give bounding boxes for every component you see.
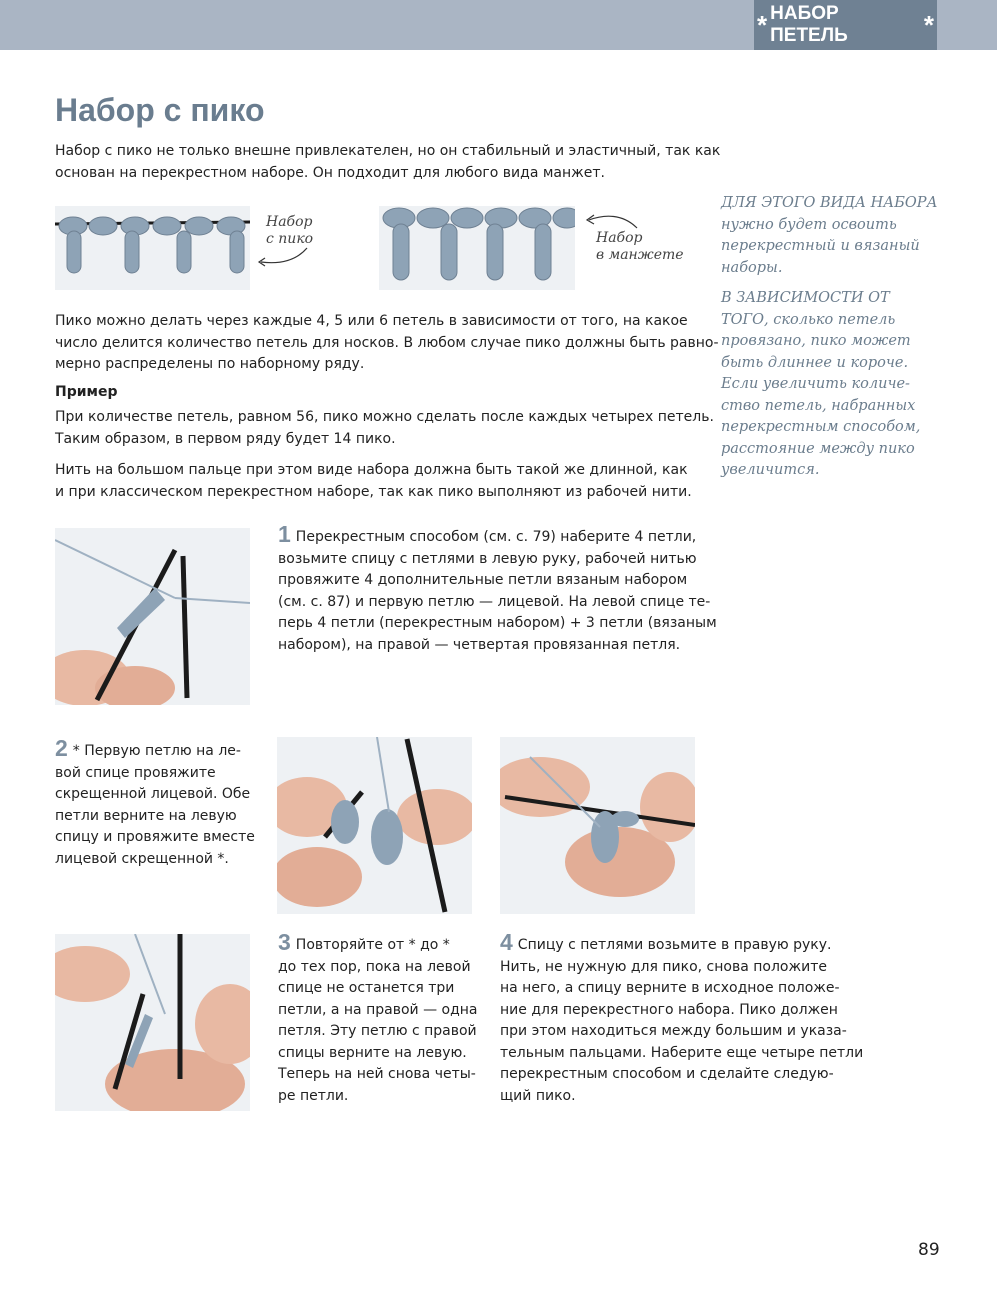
text-line: быть длиннее и короче. <box>721 354 909 371</box>
text-line: петли верните на левую <box>55 807 237 824</box>
text-line: (см. с. 87) и первую петлю — лицевой. На левой спице те- <box>278 593 711 610</box>
page-number: 89 <box>918 1240 940 1260</box>
text-line <box>55 735 255 763</box>
example-heading: Пример <box>55 384 118 400</box>
text-line <box>278 521 717 549</box>
text-line: лицевой скрещенной *. <box>55 850 229 867</box>
star-icon: * <box>757 9 768 40</box>
text-line: Нить, не нужную для пико, снова положите <box>500 958 827 975</box>
body-paragraph <box>55 460 695 503</box>
arrow-left-icon <box>583 208 639 232</box>
text-line <box>500 929 863 957</box>
text-line: нужно будет освоить <box>721 216 897 233</box>
text-line: ДЛЯ ЭТОГО ВИДА НАБОРА <box>721 195 938 211</box>
caption-line: с пико <box>266 231 314 247</box>
text-line: Теперь на ней снова четы- <box>278 1066 476 1082</box>
step-number: 3 <box>278 929 291 955</box>
text-line: перекрестным способом и сделайте следую- <box>500 1066 834 1082</box>
text-line: ство петель, набранных <box>721 397 916 414</box>
section-tab <box>754 0 937 50</box>
step-number: 1 <box>278 521 291 547</box>
intro-paragraph <box>55 141 721 184</box>
step-text: Перекрестным способом (см. с. 79) наберите 4 петли, <box>295 529 697 545</box>
photo-picot-edge <box>55 206 250 290</box>
text-line: возьмите спицу с петлями в левую руку, рабочей нитью <box>278 550 697 567</box>
text-line: перекрестным способом, <box>721 419 921 435</box>
text-line: расстояние между пико <box>721 440 915 457</box>
photo-step-1 <box>55 528 250 705</box>
text-line: увеличится. <box>721 462 820 478</box>
caption-line: Набор <box>266 214 313 230</box>
text-line: тельным пальцами. Наберите еще четыре петли <box>500 1044 864 1061</box>
caption-cuff <box>596 230 684 264</box>
text-line: мерно распределены по наборному ряду. <box>55 356 365 372</box>
caption-line: в манжете <box>596 247 684 263</box>
section-title: НАБОР ПЕТЕЛЬ <box>770 3 848 46</box>
step-2 <box>55 735 255 870</box>
text-line: петля. Эту петлю с правой <box>278 1023 477 1039</box>
text-line <box>278 929 478 957</box>
text-line: перь 4 петли (перекрестным набором) + 3 петли (вязаным <box>278 615 717 631</box>
text-line: петли, а на правой — одна <box>278 1001 478 1018</box>
text-line: и при классическом перекрестном наборе, так как пико выполняют из рабочей нити. <box>55 483 692 500</box>
text-line: ТОГО, сколько петель <box>721 311 896 328</box>
text-line: скрещенной лицевой. Обе <box>55 786 251 802</box>
photo-step-2b <box>500 737 695 914</box>
text-line: наборы. <box>721 259 783 276</box>
star-icon: * <box>923 9 934 40</box>
text-line: Если увеличить количе- <box>721 376 910 392</box>
text-line: набором), на правой — четвертая провязанная петля. <box>278 636 681 653</box>
body-paragraph <box>55 311 719 376</box>
step-3 <box>278 929 478 1107</box>
body-paragraph <box>55 407 714 450</box>
sidebar-notes <box>721 193 936 491</box>
text-line: спицу и провяжите вместе <box>55 829 255 845</box>
text-line: основан на перекрестном наборе. Он подходит для любого вида манжет. <box>55 164 605 181</box>
text-line: ние для перекрестного набора. Пико должен <box>500 1001 838 1018</box>
text-line: спице не останется три <box>278 980 455 996</box>
text-line: Нить на большом пальце при этом виде набора должна быть такой же длинной, как <box>55 462 688 478</box>
step-4 <box>500 929 864 1107</box>
text-line: В ЗАВИСИМОСТИ ОТ <box>721 290 890 306</box>
step-text: Спицу с петлями возьмите в правую руку. <box>517 937 832 953</box>
text-line: ре петли. <box>278 1087 349 1104</box>
page-title: Набор с пико <box>55 92 265 128</box>
caption-line: Набор <box>596 230 643 246</box>
text-line: Таким образом, в первом ряду будет 14 пико. <box>55 430 396 447</box>
step-text: * Первую петлю на ле- <box>72 743 241 759</box>
step-number: 2 <box>55 735 68 761</box>
text-line: на него, а спицу верните в исходное положе- <box>500 980 840 996</box>
text-line: вой спице провяжите <box>55 764 216 781</box>
step-text: Повторяйте от * до * <box>295 937 450 953</box>
text-line: Пико можно делать через каждые 4, 5 или 6 петель в зависимости от того, на какое <box>55 313 688 329</box>
text-line: провязано, пико может <box>721 333 911 349</box>
text-line: перекрестный и вязаный <box>721 238 920 254</box>
text-line: щий пико. <box>500 1087 576 1104</box>
photo-step-2a <box>277 737 472 914</box>
sidebar-note <box>721 288 936 482</box>
text-line: при этом находиться между большим и указа- <box>500 1023 847 1039</box>
step-number: 4 <box>500 929 513 955</box>
photo-step-3 <box>55 934 250 1111</box>
step-1 <box>278 521 717 656</box>
text-line: При количестве петель, равном 56, пико можно сделать после каждых четырех петель. <box>55 409 714 425</box>
text-line: число делится количество петель для носков. В любом случае пико должны быть равно- <box>55 334 719 351</box>
text-line: до тех пор, пока на левой <box>278 958 471 975</box>
text-line: спицы верните на левую. <box>278 1044 467 1061</box>
text-line: Набор с пико не только внешне привлекателен, но он стабильный и эластичный, так как <box>55 143 721 159</box>
text-line: провяжите 4 дополнительные петли вязаным набором <box>278 572 688 588</box>
photo-cuff-edge <box>379 206 575 290</box>
caption-picot-cast-on <box>266 214 313 248</box>
sidebar-note <box>721 193 936 279</box>
arrow-left-icon <box>255 246 311 270</box>
